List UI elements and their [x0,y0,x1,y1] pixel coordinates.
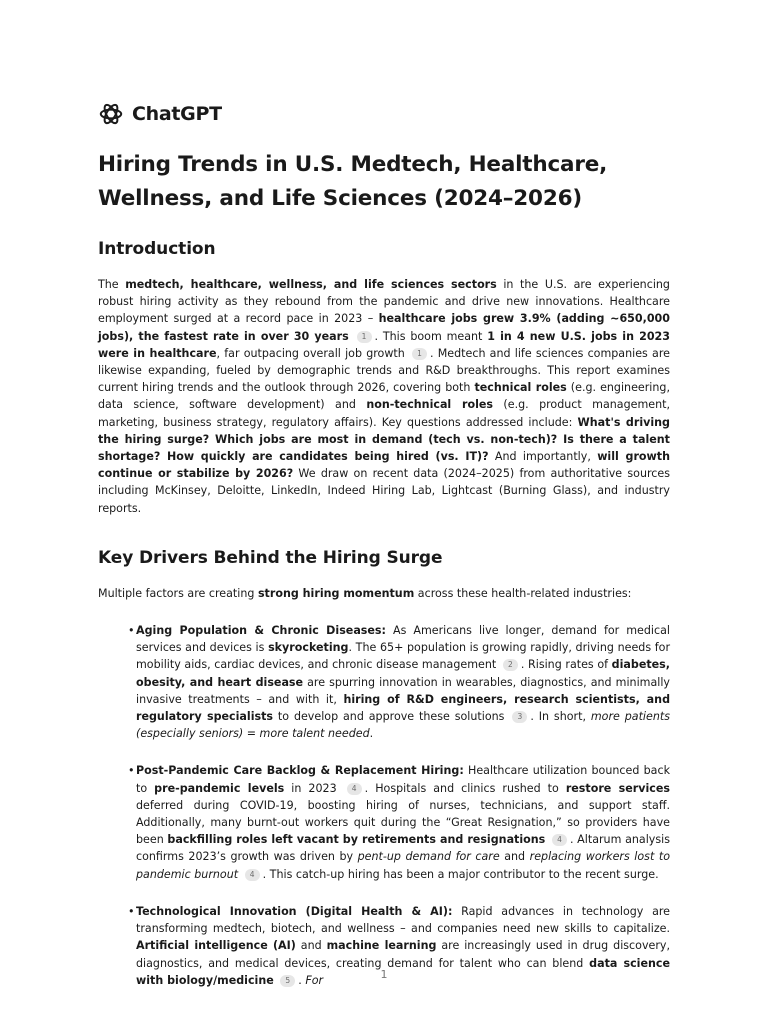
openai-logo-icon [98,101,124,127]
key-drivers-lead: Multiple factors are creating strong hiring momentum across these health-related industries: [98,586,632,600]
document-title: Hiring Trends in U.S. Medtech, Healthcare, Wellness, and Life Sciences (2024–2026) [98,152,608,211]
list-item-tech-innovation: • Technological Innovation (Digital Health & AI): Rapid advances in technology are transforming medtech, biotech, and wellness – and companies need new skills to capitalize. Artificial intelligence (AI) and machine learning are increasingly used in drug discovery, diagnostics, and medical devices, creating demand for talent who can blend data science with biology/medicine 5 . For [136,903,670,989]
brand-name: ChatGPT [132,103,222,125]
key-drivers-heading: Key Drivers Behind the Hiring Surge [98,547,443,568]
list-item-aging-population: • Aging Population & Chronic Diseases: As Americans live longer, demand for medical services and devices is skyrocketing. The 65+ population is growing rapidly, driving needs for mobility aids, cardiac devices, and chronic disease management 2 . Rising rates of diabetes, obesity, and heart disease are spurring innovation in wearables, diagnostics, and minimally invasive treatments – and with it, hiring of R&D engineers, research scientists, and regulatory specialists to develop and approve these solutions 3 . In short, more patients (especially seniors) = more talent needed. [136,622,670,742]
brand-header [98,98,670,130]
citation-badge[interactable]: 3 [512,711,527,723]
citation-badge[interactable]: 5 [280,975,295,987]
introduction-heading: Introduction [98,239,216,259]
document-page [98,98,670,1009]
page-number: 1 [380,968,388,981]
citation-badge[interactable]: 4 [347,783,362,795]
citation-badge[interactable]: 1 [357,331,372,343]
drivers-list [98,622,670,989]
list-item-care-backlog: • Post-Pandemic Care Backlog & Replacement Hiring: Healthcare utilization bounced back to pre-pandemic levels in 2023 4 . Hospitals and clinics rushed to restore services deferred during COVID-19, boosting hiring of nurses, technicians, and support staff. Additionally, many burnt-out workers quit during the “Great Resignation,” so providers have been backfilling roles left vacant by retirements and resignations 4 . Altarum analysis confirms 2023’s growth was driven by pent-up demand for care and replacing workers lost to pandemic burnout 4 . This catch-up hiring has been a major contributor to the recent surge. [136,762,670,882]
introduction-paragraph: The medtech, healthcare, wellness, and life sciences sectors in the U.S. are experiencing robust hiring activity as they rebound from the pandemic and drive new innovations. Healthcare employment surged at a record pace in 2023 – healthcare jobs grew 3.9% (adding ~650,000 jobs), the fastest rate in over 30 years 1 . This boom meant 1 in 4 new U.S. jobs in 2023 were in healthcare, far outpacing overall job growth 1 . Medtech and life sciences companies are likewise expanding, fueled by demographic trends and R&D breakthroughs. This report examines current hiring trends and the outlook through 2026, covering both technical roles (e.g. engineering, data science, software development) and non-technical roles (e.g. product management, marketing, business strategy, regulatory affairs). Key questions addressed include: What's driving the hiring surge? Which jobs are most in demand (tech vs. non-tech)? Is there a talent shortage? How quickly are candidates being hired (vs. IT)? And importantly, will growth continue or stabilize by 2026? We draw on recent data (2024–2025) from authoritative sources including McKinsey, Deloitte, LinkedIn, Indeed Hiring Lab, Lightcast (Burning Glass), and industry reports. [98,278,670,515]
citation-badge[interactable]: 4 [245,869,260,881]
citation-badge[interactable]: 4 [552,834,567,846]
citation-badge[interactable]: 1 [412,348,427,360]
citation-badge[interactable]: 2 [503,659,518,671]
